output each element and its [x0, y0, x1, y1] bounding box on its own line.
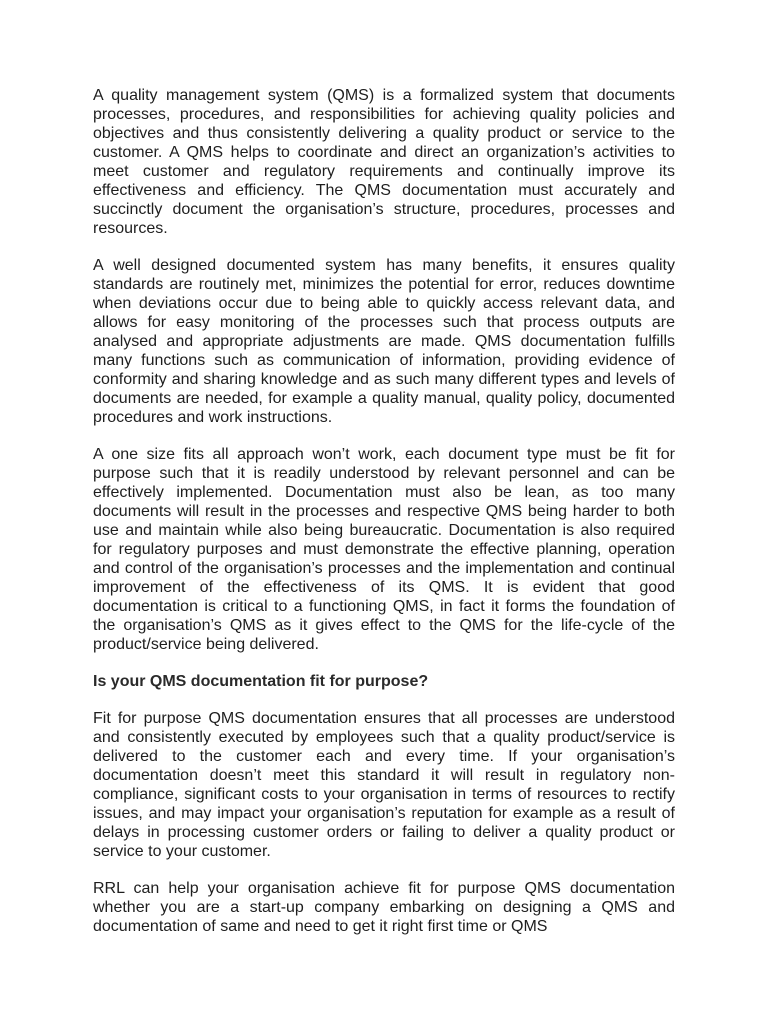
- paragraph-benefits: A well designed documented system has many benefits, it ensures quality standards are routinely met, minimizes the potential for error, reduces downtime when deviations occur due to being able to quickly access relevant data, and allows for easy monitoring of the processes such that process outputs are analysed and appropriate adjustments are made. QMS documentation fulfills many functions such as communication of information, providing evidence of conformity and sharing knowledge and as such many different types and levels of documents are needed, for example a quality manual, quality policy, documented procedures and work instructions.: [93, 257, 675, 426]
- document-page: [93, 86, 675, 954]
- paragraph-rrl: RRL can help your organisation achieve fit for purpose QMS documentation whether you are a start-up company embarking on designing a QMS and documentation of same and need to get it right first time or QMS: [93, 880, 675, 935]
- paragraph-fit-for-purpose: A one size fits all approach won’t work, each document type must be fit for purpose such that it is readily understood by relevant personnel and can be effectively implemented. Documentation must also be lean, as too many documents will result in the processes and respective QMS being harder to both use and maintain while also being bureaucratic. Documentation is also required for regulatory purposes and must demonstrate the effective planning, operation and control of the organisation’s processes and the implementation and continual improvement of the effectiveness of its QMS. It is evident that good documentation is critical to a functioning QMS, in fact it forms the foundation of the organisation’s QMS as it gives effect to the QMS for the life-cycle of the product/service being delivered.: [93, 446, 675, 653]
- paragraph-compliance: Fit for purpose QMS documentation ensures that all processes are understood and consistently executed by employees such that a quality product/service is delivered to the customer each and every time. If your organisation’s documentation doesn’t meet this standard it will result in regulatory non-compliance, significant costs to your organisation in terms of resources to rectify issues, and may impact your organisation’s reputation for example as a result of delays in processing customer orders or failing to deliver a quality product or service to your customer.: [93, 710, 675, 860]
- section-heading: Is your QMS documentation fit for purpose?: [93, 673, 429, 690]
- paragraph-qms-definition: A quality management system (QMS) is a formalized system that documents processes, procedures, and responsibilities for achieving quality policies and objectives and thus consistently delivering a quality product or service to the customer. A QMS helps to coordinate and direct an organization’s activities to meet customer and regulatory requirements and continually improve its effectiveness and efficiency. The QMS documentation must accurately and succinctly document the organisation’s structure, procedures, processes and resources.: [93, 87, 675, 237]
